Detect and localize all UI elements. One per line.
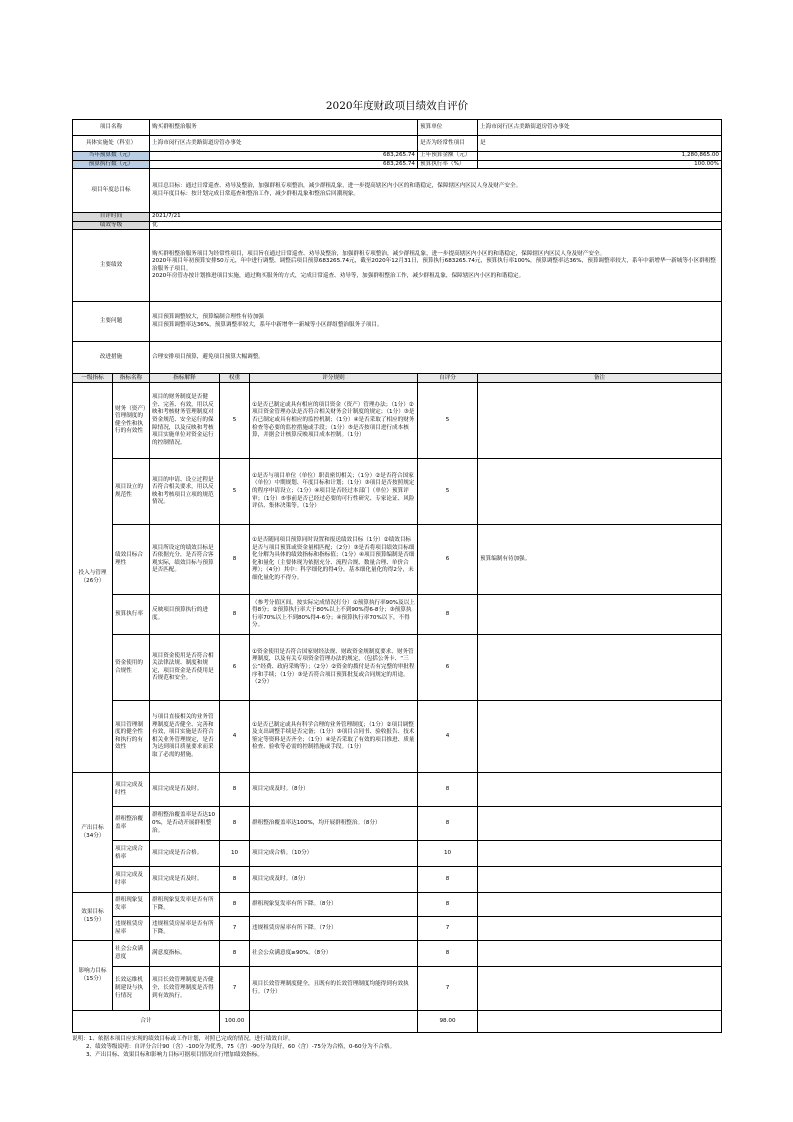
- indicator-weight: 6: [220, 635, 250, 701]
- scoring-rule: 项目完成及时。（8分）: [250, 773, 418, 807]
- indicator-weight: 5: [220, 459, 250, 525]
- exec-rate-label: 预算执行率（%）: [418, 160, 478, 169]
- indicator-name: 项目完成及时率: [113, 867, 150, 893]
- indicator-row: [73, 867, 722, 893]
- total-row: [73, 1011, 722, 1033]
- indicator-weight: 8: [220, 807, 250, 841]
- indicator-weight: 5: [220, 383, 250, 459]
- recurring-value: 是: [478, 136, 722, 152]
- indicator-weight: 8: [220, 941, 250, 967]
- footnote-line: 说明：1、依据本项目应实现的绩效目标或工作计划，对照已完成的情况，进行绩效自评。: [72, 1036, 294, 1042]
- indicator-description: 满意度指标。: [150, 941, 220, 967]
- remark: [478, 867, 722, 893]
- evaluation-date: 2021/7/21: [150, 213, 722, 222]
- footnotes: [72, 1036, 721, 1059]
- scoring-rule: ①资金使用是否符合国家财经法规、财政资金规制度要求、财务管理制度，以及有关专项资金管理办法的规定，（包括公务卡、“三公”经费、政府采购等）；（2分）②资金的拨付是否有完整的审批程序和手续；（1分）③是否符合项目预算批复或合同规定的用途。（2分）: [250, 635, 418, 701]
- indicator-row: [73, 595, 722, 635]
- indicator-weight: 8: [220, 525, 250, 595]
- remark: [478, 917, 722, 941]
- total-label: 合计: [73, 1011, 220, 1033]
- indicator-name: 群租整治覆盖率: [113, 807, 150, 841]
- group-name: 影响力目标 （15分）: [73, 941, 113, 1011]
- date-label: 自评时间: [73, 213, 150, 222]
- indicator-weight: 10: [220, 841, 250, 867]
- indicator-row: [73, 635, 722, 701]
- total-score: 98.00: [418, 1011, 478, 1033]
- indicator-name: 社会公众满意度: [113, 941, 150, 967]
- scoring-rule: ①是否随同项目预算同时设置和报送绩效目标（1分）②绩效目标是否与项目预算或资金量相匹配；（2分）③是否将项目绩效目标细化分解为具体的绩效指标和指标值；（1分）④项目预算编制是否细化和量化（主要体现为依据充分、流程合规、数量合理、单价合理）；（4分）其中：科学细化的得4分，基本细化量化的得2分，未细化量化的不得分。: [250, 525, 418, 595]
- self-score: 8: [418, 595, 478, 635]
- indicator-description: 违规租赁房屋率是否有所下降。: [150, 917, 220, 941]
- indicator-name: 资金使用的合规性: [113, 635, 150, 701]
- indicator-description: 项目完成是否及时。: [150, 867, 220, 893]
- header-note: 备注: [478, 374, 722, 383]
- scoring-rule: ①是否已制定或具有科学合理的业务管理制度；（1分）②项目调整及支出调整手续是否完备；（1分）③项目合同书、验收报告、技术鉴定等资料是否齐全；（1分）④是否采取了有效的项目推进、质量检查、验收等必需的控制措施或手段。（1分）: [250, 701, 418, 773]
- main-performance: 购买群租整治服务项目为经常性项目，项目旨在通过日常巡查、劝导及整治，加强群租专项整治，减少群租乱象，进一步提高辖区内小区的和谐稳定，保障辖区内区民人身及财产安全。 2020年项目年初预算安排50万元，年中进行调整，调整后项目预算683265.74元，截至2020年12月31日，预算执行683265.74元，预算执行率100%，预算调整率达36%，预算调整率较大，系年中新增华一新城等小区群租整治服务子项目。 2020年房管办按计划推进项目实施，通过购买服务的方式，完成日常巡查、劝导等，加强群租整治工作，减少群租乱象，保障辖区内小区的和谐稳定。: [150, 230, 722, 302]
- project-name-label: 项目名称: [73, 120, 150, 136]
- indicator-description: 反映项目预算执行的进度。: [150, 595, 220, 635]
- header-rule: 评分规则: [250, 374, 418, 383]
- impl-unit-label: 具体实施处（科室）: [73, 136, 150, 152]
- indicator-name: 绩效目标合理性: [113, 525, 150, 595]
- total-rule-empty: [250, 1011, 418, 1033]
- self-score: 7: [418, 967, 478, 1011]
- indicator-row: [73, 807, 722, 841]
- indicator-name: 项目完成及时性: [113, 773, 150, 807]
- remark: [478, 893, 722, 917]
- indicator-weight: 7: [220, 967, 250, 1011]
- self-score: 6: [418, 635, 478, 701]
- header-indicator: 指标名称: [113, 374, 150, 383]
- self-score: 8: [418, 807, 478, 841]
- budget-unit: 上海市闵行区古美路街道房管办事处: [478, 120, 722, 136]
- remark: [478, 383, 722, 459]
- indicator-weight: 4: [220, 701, 250, 773]
- indicator-name: 项目设立的规范性: [113, 459, 150, 525]
- self-score: 8: [418, 941, 478, 967]
- footnote-line: 3、产出目标、效果目标和影响力目标可据项目情况自行增加绩效指标。: [86, 1051, 263, 1058]
- indicator-row: [73, 701, 722, 773]
- indicator-name: 长效运维机制建设与执行情况: [113, 967, 150, 1011]
- indicator-row: [73, 967, 722, 1011]
- recurring-label: 是否为经常性项目: [418, 136, 478, 152]
- last-budget: 1,280,865.00: [478, 152, 722, 161]
- indicator-row: [73, 917, 722, 941]
- header-description: 指标解释: [150, 374, 220, 383]
- project-name: 购买群租整治服务: [150, 120, 418, 136]
- budget-unit-label: 预算单位: [418, 120, 478, 136]
- self-score: 5: [418, 459, 478, 525]
- indicator-description: 项目长效管理制度是否健全，长效管理制度是否得到有效执行。: [150, 967, 220, 1011]
- remark: [478, 841, 722, 867]
- scoring-rule: ①是否与项目单位（单位）职责密切相关；（1分）②是否符合国家（单位）中期规划、年度目标和计划；（1分）③项目是否按照规定的程序申请设立；（1分）④项目是否经过本部门（单位）预算评审；（1分）⑤事前是否已经过必要的可行性研究、专家论证、风险评估、集体决策等。（1分）: [250, 459, 418, 525]
- indicator-name: 项目管理制度的健全性和执行的有效性: [113, 701, 150, 773]
- measures-label: 改进措施: [73, 342, 150, 374]
- scoring-rule: 项目完成合格。（10分）: [250, 841, 418, 867]
- indicator-description: 项目完成是否及时。: [150, 773, 220, 807]
- current-budget: 683,265.74: [150, 152, 418, 161]
- indicator-name: 预算执行率: [113, 595, 150, 635]
- current-budget-label: 当年预算数（元）: [73, 152, 150, 161]
- self-score: 10: [418, 841, 478, 867]
- group-name: 投入与管理 （26分）: [73, 383, 113, 773]
- indicator-row: [73, 773, 722, 807]
- indicator-description: 与项目直接相关的业务管理制度是否健全、完善和有效，项目实施是否符合相关业务管理规定，是否为达到项目质量要求而采取了必需的措施。: [150, 701, 220, 773]
- indicator-row: [73, 383, 722, 459]
- total-note-empty: [478, 1011, 722, 1033]
- indicator-weight: 8: [220, 595, 250, 635]
- performance-label: 主要绩效: [73, 230, 150, 302]
- impl-unit: 上海市闵行区古美路街道房管办事处: [150, 136, 418, 152]
- remark: [478, 967, 722, 1011]
- scoring-rule: 群租整治覆盖率达100%，均开展群租整治。（8分）: [250, 807, 418, 841]
- self-score: 4: [418, 701, 478, 773]
- main-problems: 项目预算调整较大，预算编制合理性有待加强 项目预算调整率达36%，预算调整率较大，系年中新增华一新城等小区群组整治服务子项目。: [150, 302, 722, 342]
- footnote-line: 2、绩效等级说明：自评分合计90（含）-100分为优秀，75（含）-90分为良好，60（含）-75分为合格，0-60分为不合格。: [86, 1043, 396, 1050]
- indicator-name: 群租现象复发率: [113, 893, 150, 917]
- scoring-rule: ①是否已制定或具有相应的项目资金（资产）管理办法；（1分）②项目资金管理办法是否符合相关财务会计制度的规定；（1分）③是否已制定或具有相应的监控机制；（1分）④是否采取了相应的财务检查等必要的监控措施或手段；（1分）⑤是否按项目进行成本核算，并据会计核算反映项目成本控制。（1分）: [250, 383, 418, 459]
- indicator-name: 财务（资产）管理制度的健全性和执行的有效性: [113, 383, 150, 459]
- indicator-description: 项目资金使用是否符合相关法律法规、制度和规定，项目资金是否使用是否规范和安全。: [150, 635, 220, 701]
- self-score: 8: [418, 893, 478, 917]
- scoring-rule: 违规租赁房屋率有所下降。（7分）: [250, 917, 418, 941]
- evaluation-table: [72, 95, 722, 1033]
- indicator-description: 项目所设定的绩效目标是否依据充分，是否符合客观实际，绩效目标与预算是否匹配。: [150, 525, 220, 595]
- scoring-rule: 项目长效管理制度健全，且既有的长效管理制度均能得到有效执行。（7分）: [250, 967, 418, 1011]
- exec-rate: 100.00%: [478, 160, 722, 169]
- scoring-rule: 项目完成及时。（8分）: [250, 867, 418, 893]
- indicator-name: 违规租赁房屋率: [113, 917, 150, 941]
- improvement-measures: 合理安排项目预算，避免项目预算大幅调整。: [150, 342, 722, 374]
- remark: [478, 773, 722, 807]
- indicator-weight: 8: [220, 893, 250, 917]
- project-goal: 项目总目标：通过日常巡查、劝导及整治，加强群租专项整治，减少群租乱象，进一步提高辖区内小区的和谐稳定，保障辖区内区民人身及财产安全。 项目年度目标：按计划完成日常巡查和整治工作，减少群租乱象和整治后回潮现象。: [150, 169, 722, 213]
- grade-label: 绩效等级: [73, 221, 150, 230]
- indicator-description: 项目的财务制度是否健全、完善、有效，用以反映和考核财务管理制度对资金规范、安全运行的保障情况，以及反映和考核项目实施单位对资金运行的控制情况。: [150, 383, 220, 459]
- header-level1: 一级指标: [73, 374, 113, 383]
- remark: [478, 807, 722, 841]
- indicator-weight: 7: [220, 917, 250, 941]
- self-score: 8: [418, 773, 478, 807]
- indicator-weight: 8: [220, 867, 250, 893]
- indicator-row: [73, 525, 722, 595]
- goal-label: 项目年度总目标: [73, 169, 150, 213]
- self-score: 8: [418, 867, 478, 893]
- group-name: 效果目标 （15分）: [73, 893, 113, 941]
- remark: [478, 595, 722, 635]
- indicator-weight: 8: [220, 773, 250, 807]
- group-name: 产出目标 （34分）: [73, 773, 113, 893]
- total-weight: 100.00: [220, 1011, 250, 1033]
- indicator-row: [73, 841, 722, 867]
- evaluation-sheet: [72, 95, 721, 1033]
- grade-value: 优: [150, 221, 722, 230]
- self-score: 5: [418, 383, 478, 459]
- remark: [478, 459, 722, 525]
- last-budget-label: 上年预算金额（元）: [418, 152, 478, 161]
- scoring-rule: 群租现象复发率有所下降。（8分）: [250, 893, 418, 917]
- indicator-row: [73, 893, 722, 917]
- indicator-row: [73, 459, 722, 525]
- scoring-rule: （参考分值区间，按实际完成情况打分）①预算执行率90%及以上得8分；②预算执行率大于80%以上不到90%得6-8分；③预算执行率70%以上不到80%得4-6分；④预算执行率70%以下，不得分。: [250, 595, 418, 635]
- indicator-name: 项目完成合格率: [113, 841, 150, 867]
- problems-label: 主要问题: [73, 302, 150, 342]
- remark: [478, 941, 722, 967]
- remark: [478, 701, 722, 773]
- exec-amount: 683,265.74: [150, 160, 418, 169]
- indicator-row: [73, 941, 722, 967]
- indicator-description: 项目的申请、设立过程是否符合相关要求，用以反映和考核项目立项的规范情况。: [150, 459, 220, 525]
- indicator-description: 群租现象复发率是否有所下降。: [150, 893, 220, 917]
- remark: 预算编制有待加强。: [478, 525, 722, 595]
- remark: [478, 635, 722, 701]
- self-score: 6: [418, 525, 478, 595]
- indicator-description: 项目完成是否合格。: [150, 841, 220, 867]
- indicator-description: 群租整治覆盖率是否达100%，是否动开展群租整治。: [150, 807, 220, 841]
- header-weight: 权重: [220, 374, 250, 383]
- self-score: 7: [418, 917, 478, 941]
- header-score: 自评分: [418, 374, 478, 383]
- exec-amount-label: 预算执行数（元）: [73, 160, 150, 169]
- page-title: 2020年度财政项目绩效自评价: [325, 100, 469, 113]
- scoring-rule: 社会公众满意度≥90%。（8分）: [250, 941, 418, 967]
